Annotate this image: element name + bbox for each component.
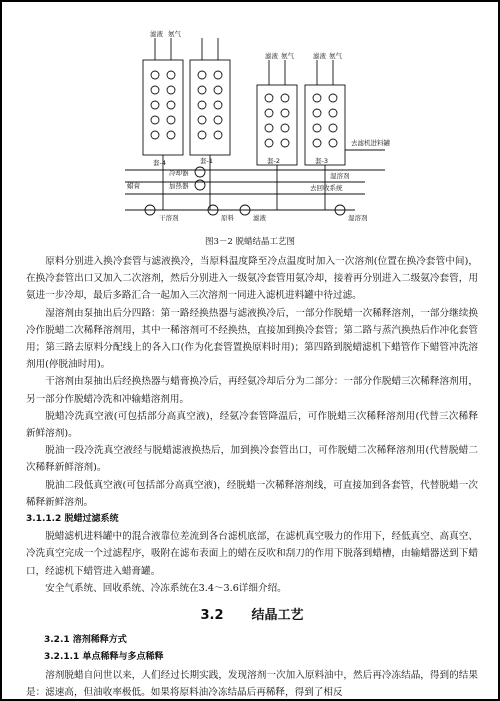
section-title: 结晶工艺	[251, 608, 304, 624]
paragraph: 脱油二段低真空液(可包括部分高真空液)，经脱蜡一次稀释溶剂线，可直接加到各套管，代替脱蜡一次稀释新鲜溶剂。	[26, 479, 478, 508]
set1-frame	[190, 60, 230, 155]
paragraph: 脱蜡滤机进料罐中的混合液靠位差流到各台滤机底部，在滤机真空吸力的作用下，经低真空、高真空、冷洗真空完成一个过滤程序，吸附在滤布表面上的蜡在反吹和刮刀的作用下脱落到蜡槽，由输蜡器送到下蜡口，经滤机下蜡管进入蜡膏罐。	[26, 531, 478, 577]
subheading-321: 3.2.1 溶剂稀释方式	[44, 635, 127, 646]
subheading: 3.1.1.2 脱蜡过滤系统	[26, 514, 119, 525]
paragraph: 干溶剂由泵抽出后经换热器与蜡膏换冷后，再经氨冷却后分为二部分：一部分作脱蜡三次稀释溶剂用，另一部分作脱蜡冷洗和冲输蜡溶剂用。	[26, 376, 478, 405]
label-to-filter: 去滤机进料罐	[351, 139, 390, 147]
label-filtrate-1: 滤液	[150, 30, 163, 38]
label-filtrate-3: 滤液	[313, 52, 326, 60]
label-heater: 加热器	[169, 182, 189, 190]
set2-frame	[257, 85, 297, 165]
dewaxing-crystallization-diagram	[95, 30, 405, 230]
set4-frame	[143, 60, 183, 155]
paragraph: 湿溶剂由泵抽出后分四路：第一路经换热器与滤液换冷后，一部分作脱蜡一次稀释溶剂，一部分继续换冷作脱蜡二次稀释溶剂用，其中一稀溶剂可不经换热，直接加到换冷套管；第二路与蒸汽换热后作冲化套管用；第三路去原料分配线上的各入口(作为化套管置换原料时用)；第四路到脱蜡滤机下蜡管作下蜡管冲洗溶剂用(停脱油时用)。	[26, 307, 478, 371]
label-set1: 套-1	[200, 157, 213, 165]
section-number: 3.2	[200, 608, 224, 624]
subheading-3211: 3.2.1.1 单点稀释与多点稀释	[44, 652, 164, 663]
label-wet-solvent: 湿溶剂	[348, 214, 368, 222]
label-raw-material: 原料	[221, 214, 234, 222]
label-cooler: 冷却器	[169, 169, 189, 177]
label-set3: 套-3	[315, 157, 328, 165]
paragraph: 安全气系统、回收系统、冷冻系统在3.4～3.6详细介绍。	[45, 582, 287, 594]
label-ammonia-1: 氨气	[168, 30, 181, 38]
label-to-recovery: 去回收系统	[310, 184, 343, 192]
label-filtrate-bottom: 滤液	[253, 214, 266, 222]
label-set4: 套-4	[153, 159, 166, 167]
label-ammonia-2: 氨气	[281, 52, 294, 60]
paragraph: 溶剂脱蜡自问世以来，人们经过长期实践，发现溶剂一次加入原料油中，然后再冷冻结晶，得到的结果是：滤速高，但油收率极低。如果将原料油冷冻结晶后再稀释，得到了相反	[26, 669, 478, 698]
label-set2: 套-2	[267, 157, 280, 165]
section-heading	[26, 607, 478, 624]
process-diagram	[95, 30, 405, 230]
label-wax-paste: 蜡膏	[127, 182, 140, 190]
set3-frame	[305, 85, 345, 165]
label-filtrate-2: 滤液	[265, 52, 278, 60]
label-wet-solvent-2: 湿溶剂	[330, 172, 350, 180]
paragraph: 脱油一段冷洗真空液经与脱蜡滤液换热后，加到换冷套管出口，可作脱蜡二次稀释溶剂用(代替脱蜡二次稀释新鲜溶剂)。	[26, 445, 478, 474]
figure-caption: 图3－2 脱蜡结晶工艺图	[204, 237, 296, 247]
paragraph: 原料分别进入换冷套管与滤液换冷，当原料温度降至冷点温度时加入一次溶剂(位置在换冷套管中间)，在换冷套管出口又加入二次溶剂，然后分别进入一级氨冷套管用氨冷却，接着再分别进入二级氨冷套管，用氨进一步冷却，最后多路汇合一起加入三次溶剂一同进入滤机进料罐中待过滤。	[26, 256, 478, 302]
label-ammonia-3: 氨气	[329, 52, 342, 60]
label-dry-solvent: 干溶剂	[159, 214, 179, 222]
body-text	[26, 253, 478, 701]
paragraph: 脱蜡冷洗真空液(可包括部分高真空液)，经氨冷套管降温后，可作脱蜡三次稀释溶剂用(代替三次稀释新鲜溶剂)。	[26, 410, 478, 440]
coil-symbols	[151, 71, 337, 147]
